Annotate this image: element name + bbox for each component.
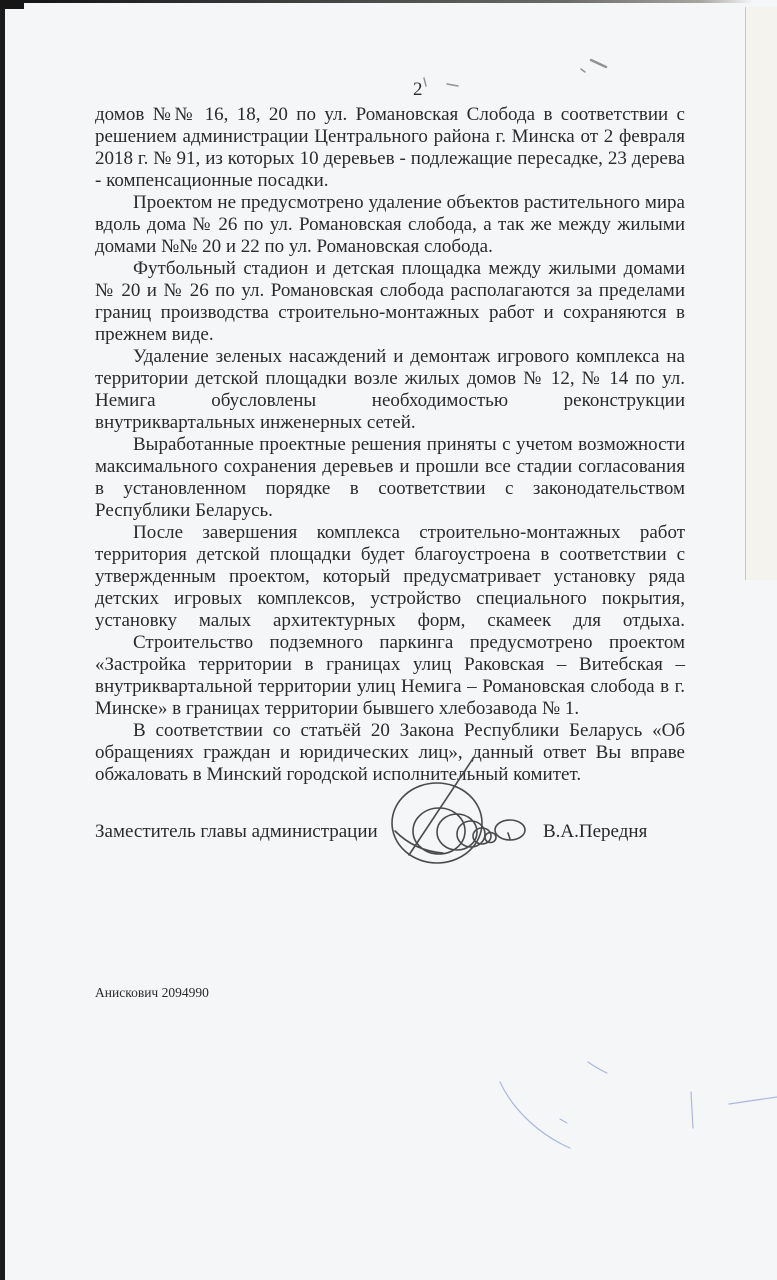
- paragraph: Удаление зеленых насаждений и демонтаж игрового комплекса на территории детской площадки возле жилых домов № 12, № 14 по ул. Немига обусловлены необходимостью реконструкции внутриквартальных инженерных сетей.: [95, 346, 685, 433]
- scan-edge-left: [0, 0, 5, 1280]
- paragraph: Проектом не предусмотрено удаление объектов растительного мира вдоль дома № 26 по ул. Романовская слобода, а так же между жилыми домами №№ 20 и 22 по ул. Романовская слобода.: [95, 192, 685, 257]
- scan-edge-corner: [0, 0, 24, 9]
- paragraph: В соответствии со статьёй 20 Закона Республики Беларусь «Об обращениях граждан и юридических лиц», данный ответ Вы вправе обжаловать в Минский городской исполнительный комитет.: [95, 720, 685, 785]
- paragraph: После завершения комплекса строительно-монтажных работ территория детской площадки будет благоустроена в соответствии с утвержденным проектом, который предусматривает установку ряда детских игровых комплексов, устройство специального покрытия, установку малых архитектурных форм, скамеек для отдыха.: [95, 522, 685, 631]
- page-number: 2: [413, 79, 423, 100]
- signature-label: Заместитель главы администрации: [95, 821, 378, 842]
- signature-name: В.А.Передня: [543, 821, 648, 842]
- footer-reference: Анискович 2094990: [95, 985, 209, 1000]
- paragraph: Футбольный стадион и детская площадка между жилыми домами № 20 и № 26 по ул. Романовская слобода располагаются за пределами границ производства строительно-монтажных работ и сохраняются в прежнем виде.: [95, 258, 685, 345]
- paragraph: Выработанные проектные решения приняты с учетом возможности максимального сохранения деревьев и прошли все стадии согласования в установленном порядке в соответствии с законодательством Республики Беларусь.: [95, 434, 685, 521]
- paragraph: Строительство подземного паркинга предусмотрено проектом «Застройка территории в границах улиц Раковская – Витебская – внутриквартальной территории улиц Немига – Романовская слобода в г. Минске» в границах территории бывшего хлебозавода № 1.: [95, 632, 685, 719]
- document-content: [95, 79, 685, 786]
- signature-scribble-icon: [385, 745, 535, 870]
- scan-edge-top: [0, 0, 753, 3]
- paragraph: домов №№ 16, 18, 20 по ул. Романовская Слобода в соответствии с решением администрации Центрального района г. Минска от 2 февраля 2018 г. № 91, из которых 10 деревьев - подлежащие пересадке, 23 дерева - компенсационные посадки.: [95, 104, 685, 191]
- page-edge-shadow: [745, 7, 777, 580]
- document-body: [95, 104, 685, 786]
